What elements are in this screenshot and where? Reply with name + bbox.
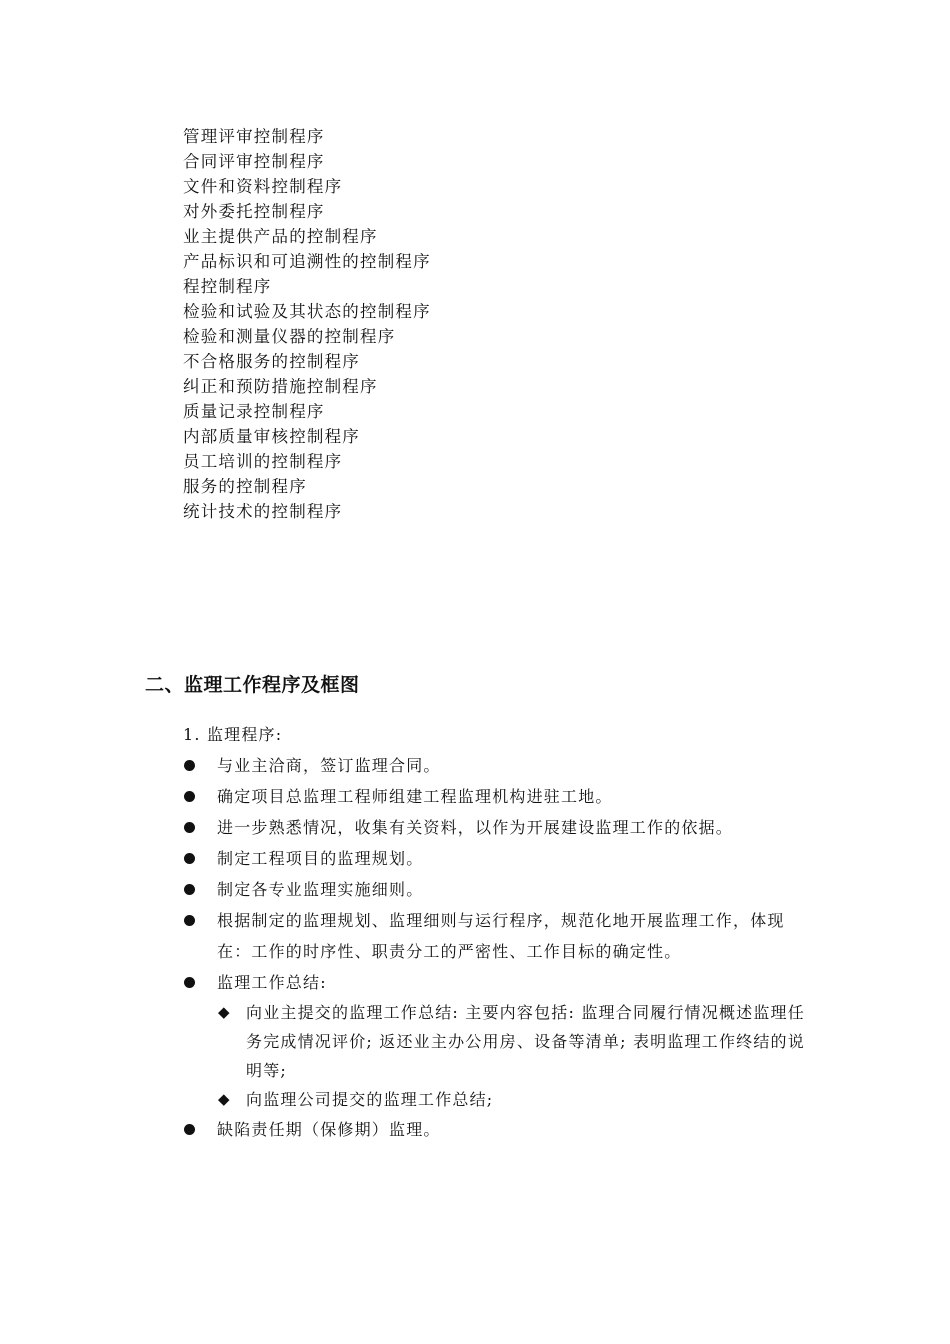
procedure-item: 管理评审控制程序 — [183, 127, 325, 146]
summary-sublist — [217, 998, 823, 1114]
procedure-item: 纠正和预防措施控制程序 — [183, 377, 378, 396]
bullet-icon — [184, 791, 195, 802]
bullet-icon — [184, 760, 195, 771]
procedure-item: 统计技术的控制程序 — [183, 502, 343, 521]
step-text: 与业主洽商，签订监理合同。 — [217, 756, 441, 775]
procedure-item: 合同评审控制程序 — [183, 152, 325, 171]
step-text: 确定项目总监理工程师组建工程监理机构进驻工地。 — [217, 787, 613, 806]
procedure-item: 文件和资料控制程序 — [183, 177, 343, 196]
procedure-item: 质量记录控制程序 — [183, 402, 325, 421]
list-item — [183, 843, 823, 874]
step-text: 制定各专业监理实施细则。 — [217, 880, 424, 899]
procedure-item: 检验和试验及其状态的控制程序 — [183, 302, 431, 321]
summary-text: 向监理公司提交的监理工作总结; — [246, 1090, 494, 1109]
procedure-item: 对外委托控制程序 — [183, 202, 325, 221]
summary-text: 向业主提交的监理工作总结: 主要内容包括: 监理合同履行情况概述监理任务完成情况评价; 返还业主办公用房、设备等清单; 表明监理工作终结的说明等; — [246, 1003, 805, 1080]
list-item — [183, 812, 823, 843]
list-item — [183, 874, 823, 905]
list-item — [217, 998, 823, 1085]
step-text: 监理工作总结: — [217, 973, 327, 992]
step-text: 根据制定的监理规划、监理细则与运行程序，规范化地开展监理工作，体现在：工作的时序性、职责分工的严密性、工作目标的确定性。 — [217, 911, 785, 961]
diamond-bullet-icon: ◆ — [218, 1090, 231, 1108]
procedure-item: 服务的控制程序 — [183, 477, 307, 496]
procedure-item: 程控制程序 — [183, 277, 272, 296]
supervision-steps-list — [183, 750, 823, 1145]
list-item — [183, 781, 823, 812]
list-item — [183, 750, 823, 781]
list-item — [183, 905, 823, 967]
procedure-list — [183, 124, 431, 524]
list-item — [183, 1114, 823, 1145]
procedure-item: 内部质量审核控制程序 — [183, 427, 360, 446]
diamond-bullet-icon: ◆ — [218, 1003, 231, 1021]
bullet-icon — [184, 977, 195, 988]
subsection-title: 1. 监理程序: — [183, 725, 283, 744]
procedure-item: 产品标识和可追溯性的控制程序 — [183, 252, 431, 271]
step-text: 缺陷责任期（保修期）监理。 — [217, 1120, 441, 1139]
procedure-item: 业主提供产品的控制程序 — [183, 227, 378, 246]
section-title: 二、监理工作程序及框图 — [145, 674, 360, 696]
step-text: 进一步熟悉情况，收集有关资料，以作为开展建设监理工作的依据。 — [217, 818, 734, 837]
bullet-icon — [184, 884, 195, 895]
procedure-item: 检验和测量仪器的控制程序 — [183, 327, 396, 346]
procedure-item: 不合格服务的控制程序 — [183, 352, 360, 371]
list-item — [183, 967, 823, 1114]
step-text: 制定工程项目的监理规划。 — [217, 849, 424, 868]
bullet-icon — [184, 915, 195, 926]
bullet-icon — [184, 853, 195, 864]
list-item — [217, 1085, 823, 1114]
procedure-item: 员工培训的控制程序 — [183, 452, 343, 471]
bullet-icon — [184, 822, 195, 833]
bullet-icon — [184, 1124, 195, 1135]
